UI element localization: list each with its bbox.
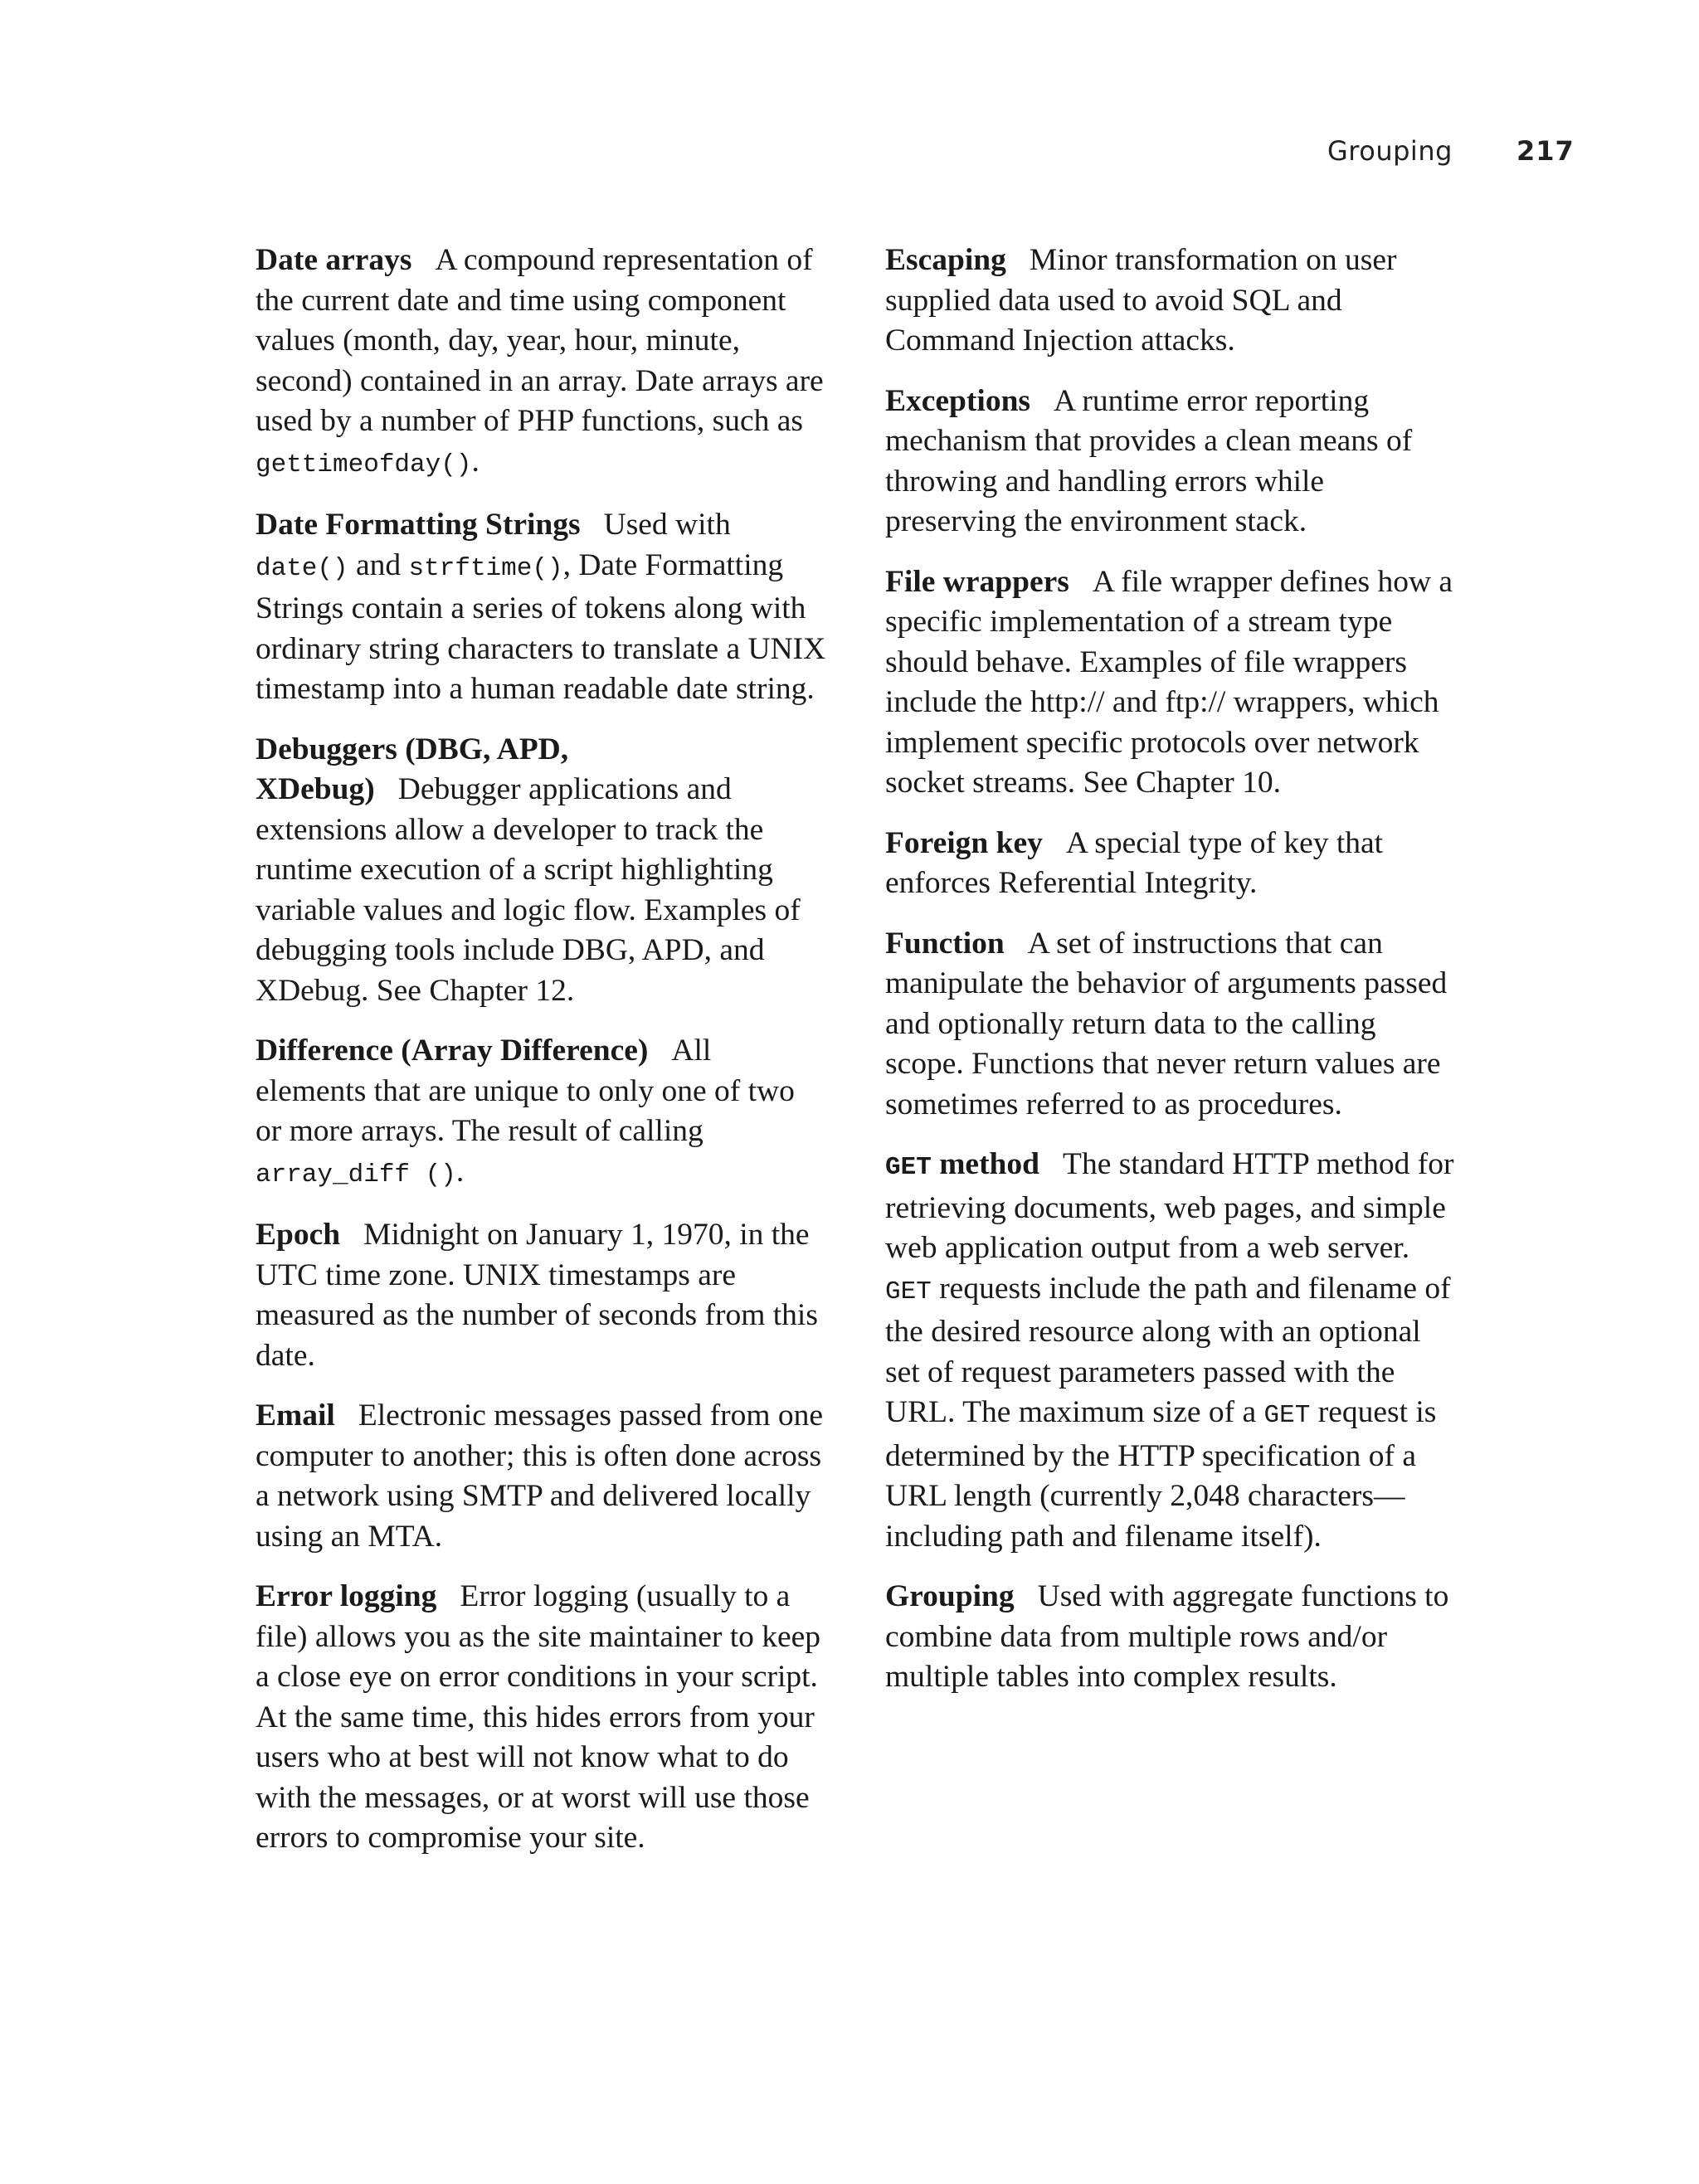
glossary-entry-exceptions [885, 382, 1458, 542]
code-snippet: GET [1263, 1401, 1311, 1430]
glossary-definition: The standard HTTP method for retrieving documents, web pages, and simple web application output from a web server. [885, 1147, 1454, 1265]
glossary-definition: A special type of key that enforces Referential Integrity. [885, 825, 1384, 900]
glossary-definition-end: . [455, 1154, 465, 1189]
glossary-entry-email [256, 1396, 828, 1557]
glossary-definition: All elements that are unique to only one of two or more arrays. The result of calling [256, 1034, 795, 1148]
glossary-definition-part: requests include the path and filename of the desired resource along with an optional set of request parameters passed with the URL. The maximum size of a [885, 1271, 1451, 1429]
glossary-term: Escaping [885, 243, 1006, 277]
glossary-definition: Debugger applications and extensions allow a developer to track the runtime execution of a script highlighting variable values and logic flow. Examples of debugging tools include DBG, APD, and XDebug. See Chapter 12. [256, 772, 801, 1008]
glossary-entry-file-wrappers [885, 562, 1458, 804]
right-column [885, 241, 1458, 1718]
glossary-entry-get-method [885, 1145, 1458, 1557]
glossary-term-code: GET [885, 1153, 932, 1182]
glossary-term: method [939, 1147, 1040, 1181]
glossary-entry-epoch [256, 1215, 828, 1376]
glossary-definition: Error logging (usually to a file) allows you as the site maintainer to keep a close eye on error conditions in your script. At the same time, this hides errors from your users who at best will not know what to do with the messages, or at worst will use those errors to compromise your site. [256, 1579, 821, 1855]
glossary-term: Grouping [885, 1579, 1015, 1613]
glossary-term: File wrappers [885, 564, 1069, 599]
glossary-definition: Used with aggregate functions to combine data from multiple rows and/or multiple tables into complex results. [885, 1579, 1449, 1694]
glossary-entry-debuggers [256, 730, 828, 1012]
code-snippet: date() [256, 553, 348, 583]
glossary-definition: A compound representation of the current date and time using component values (month, day, year, hour, minute, second) contained in an array. Date arrays are used by a number of PHP functions, such as [256, 243, 824, 438]
glossary-definition-part: and [356, 547, 402, 582]
glossary-term: Function [885, 926, 1005, 961]
glossary-definition: A set of instructions that can manipulate the behavior of arguments passed and optionally return data to the calling scope. Functions that never return values are sometimes referred to as procedures. [885, 926, 1448, 1121]
glossary-term: Epoch [256, 1218, 341, 1252]
glossary-term: Debuggers (DBG, APD, XDebug) [256, 732, 569, 806]
glossary-entry-date-arrays [256, 241, 828, 485]
glossary-term: Foreign key [885, 825, 1043, 860]
glossary-entry-difference [256, 1031, 828, 1195]
glossary-definition: Used with [603, 508, 731, 542]
glossary-term: Error logging [256, 1579, 437, 1613]
glossary-entry-function [885, 924, 1458, 1126]
glossary-term: Difference (Array Difference) [256, 1034, 649, 1068]
glossary-definition-end: . [471, 444, 480, 479]
glossary-definition: A file wrapper defines how a specific implementation of a stream type should behave. Examples of file wrappers include the http:// and ftp:// wrappers, which implement specific protocols over network socket streams. See Chapter 10. [885, 564, 1453, 800]
glossary-definition-part: request is determined by the HTTP specification of a URL length (currently 2,048 characters—including path and filename itself). [885, 1395, 1437, 1554]
glossary-entry-escaping [885, 241, 1458, 362]
code-snippet: strftime() [408, 553, 563, 583]
page-number: 217 [1516, 135, 1575, 167]
code-snippet: gettimeofday() [256, 450, 472, 479]
glossary-term: Date arrays [256, 243, 412, 277]
glossary-definition: Midnight on January 1, 1970, in the UTC time zone. UNIX timestamps are measured as the number of seconds from this date. [256, 1218, 818, 1373]
glossary-definition: Minor transformation on user supplied data used to avoid SQL and Command Injection attacks. [885, 243, 1397, 358]
glossary-entry-foreign-key [885, 824, 1458, 904]
glossary-term: Email [256, 1398, 335, 1432]
glossary-entry-grouping [885, 1577, 1458, 1698]
code-snippet: array_diff () [256, 1160, 456, 1189]
running-head-section: Grouping [1327, 135, 1453, 167]
glossary-definition: Electronic messages passed from one computer to another; this is often done across a network using SMTP and delivered locally using an MTA. [256, 1398, 824, 1554]
glossary-entry-error-logging [256, 1577, 828, 1859]
glossary-entry-date-formatting-strings [256, 505, 828, 710]
running-header [1294, 135, 1575, 172]
glossary-definition: A runtime error reporting mechanism that provides a clean means of throwing and handling errors while preserving the environment stack. [885, 383, 1413, 538]
glossary-term: Date Formatting Strings [256, 508, 581, 542]
code-snippet: GET [885, 1277, 932, 1306]
glossary-term: Exceptions [885, 383, 1031, 418]
glossary-definition-part: , Date Formatting Strings contain a series of tokens along with ordinary string characters to translate a UNIX timestamp into a human readable date string. [256, 547, 826, 706]
left-column [256, 241, 828, 1879]
